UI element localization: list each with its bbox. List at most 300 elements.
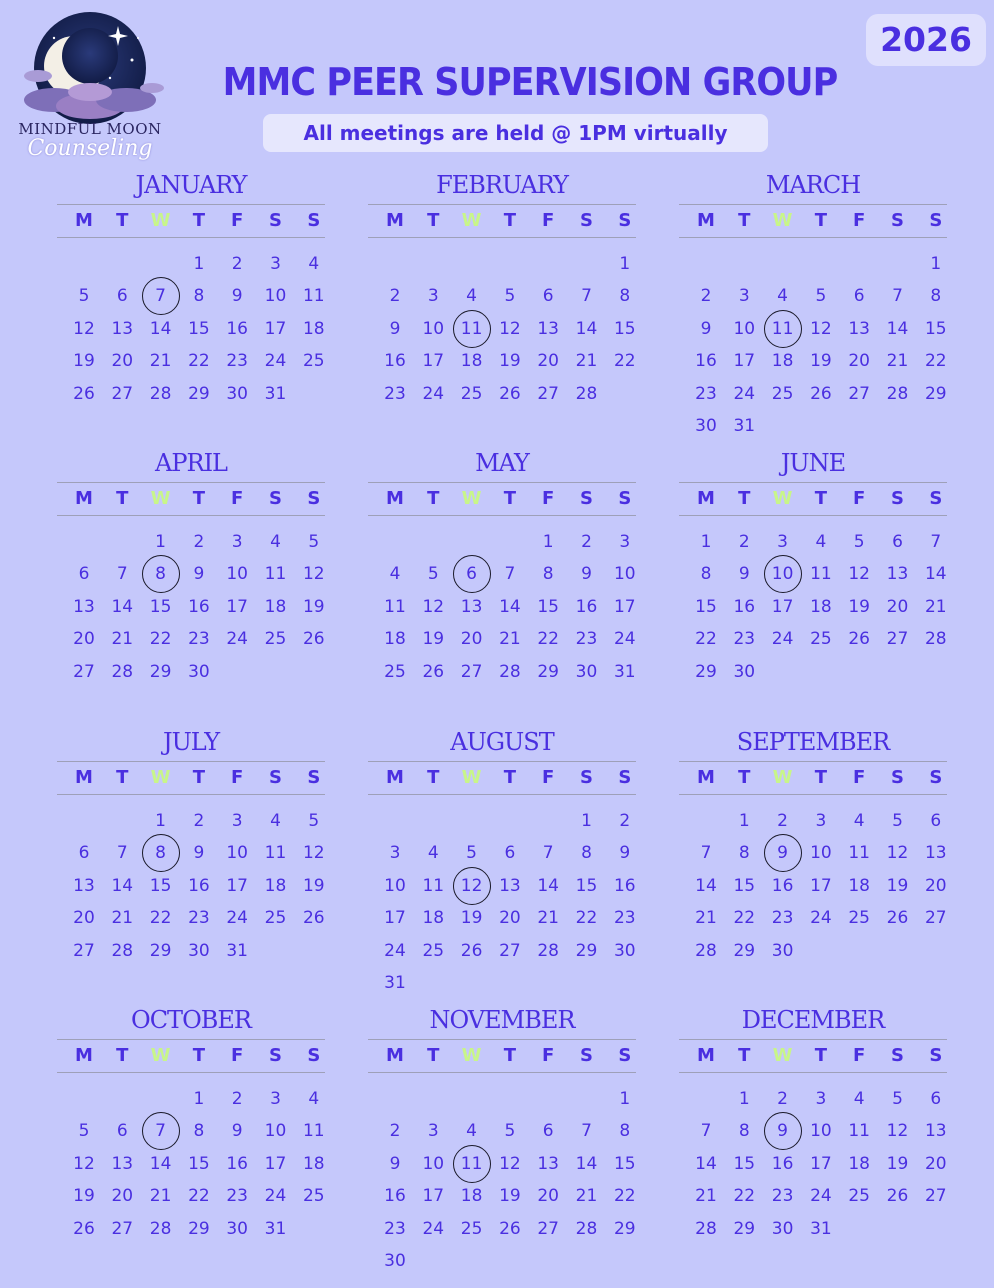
calendar-day: 21 [695,908,717,929]
calendar-day: 14 [575,318,598,339]
calendar-day: 14 [924,564,947,585]
calendar-day: 18 [384,629,406,650]
weekday-label: W [150,210,171,231]
calendar-day: 23 [613,908,636,929]
calendar-day: 12 [848,564,870,585]
calendar-day: 1 [700,532,712,552]
month-name: JANUARY [135,171,247,199]
calendar-day: 27 [924,908,947,929]
calendar-day: 1 [619,254,631,274]
calendar-day: 15 [613,318,636,339]
calendar-day: 23 [188,908,210,929]
calendar-day: 20 [886,596,909,617]
calendar-day: 21 [537,908,559,929]
weekday-label: S [269,210,282,231]
calendar-day: 4 [308,254,320,274]
calendar-day: 7 [700,1121,712,1142]
calendar-day: 23 [695,383,717,404]
weekday-label: T [738,488,751,509]
calendar-day: 17 [264,1153,287,1174]
calendar-day: 26 [73,1218,95,1239]
weekday-label: T [116,1045,129,1066]
calendar-day: 14 [695,875,717,896]
calendar-day: 18 [264,596,287,617]
weekday-label: F [853,488,866,509]
calendar-day: 23 [188,629,210,650]
calendar-day: 3 [231,532,243,552]
calendar-day: 25 [264,629,287,650]
calendar-day: 17 [422,1186,445,1207]
calendar-day: 29 [924,383,947,404]
calendar-day: 1 [155,811,166,831]
calendar-day: 6 [930,1089,942,1109]
calendar-day: 4 [815,532,827,552]
calendar-day: 4 [389,564,401,585]
calendar-day: 3 [815,1089,827,1109]
weekday-label: T [192,488,206,509]
calendar-day: 4 [270,811,281,831]
weekday-label: T [503,210,517,231]
calendar-day: 21 [924,596,947,617]
calendar-day: 3 [389,843,401,864]
calendar-day: 24 [226,908,248,929]
calendar-day: 2 [389,286,401,307]
calendar-day: 1 [619,1089,631,1109]
year-badge: 2026 [866,14,986,66]
weekday-label: M [697,488,715,509]
calendar-day: 7 [581,286,592,307]
calendar-day: 19 [460,908,483,929]
calendar-day: 17 [226,596,248,617]
calendar-day: 1 [155,532,166,552]
calendar-day: 28 [537,940,559,961]
weekday-label: T [116,210,129,231]
calendar-day: 23 [733,629,756,650]
calendar-day: 29 [575,940,598,961]
calendar-day: 9 [389,1153,401,1174]
calendar-day: 20 [111,351,134,372]
calendar-day: 23 [771,1186,794,1207]
calendar-day: 4 [466,286,477,307]
calendar-day: 5 [853,532,865,552]
weekday-label: W [461,1045,482,1066]
moon-logo-icon [14,8,166,128]
calendar-day: 26 [499,383,521,404]
calendar-day: 10 [226,564,248,585]
calendar-day: 27 [73,940,95,961]
calendar-day: 24 [422,1218,445,1239]
month-name: SEPTEMBER [736,728,890,756]
calendar-day: 18 [264,875,287,896]
weekday-label: T [192,767,206,788]
weekday-label: S [307,767,321,788]
calendar-day: 22 [188,1186,210,1207]
calendar-day: 3 [270,1089,281,1109]
calendar-day: 18 [848,875,870,896]
calendar-day: 15 [733,1153,756,1174]
calendar-day: 18 [848,1153,870,1174]
month-name: MARCH [765,171,861,199]
month-name: JUNE [780,449,846,477]
weekday-label: W [150,488,171,509]
calendar-day: 18 [422,908,445,929]
calendar-day: 20 [460,629,483,650]
weekday-header [368,204,636,238]
calendar-day: 9 [193,843,205,864]
month-name: OCTOBER [131,1006,251,1034]
calendar-day: 28 [499,661,521,682]
weekday-label: S [580,767,593,788]
weekday-label: W [772,488,793,509]
meeting-day: 9 [777,843,788,864]
calendar-day: 6 [504,843,516,864]
weekday-label: S [580,1045,593,1066]
weekday-header [679,1039,947,1073]
meeting-note: All meetings are held @ 1PM virtually [263,114,768,152]
calendar-day: 5 [892,1089,903,1109]
weekday-label: S [580,210,593,231]
weekday-label: F [231,1045,244,1066]
weekday-label: W [461,767,482,788]
calendar-day: 15 [149,875,172,896]
calendar-day: 17 [384,908,406,929]
calendar-day: 5 [504,286,516,307]
calendar-day: 21 [111,908,134,929]
calendar-day: 5 [78,1121,90,1142]
weekday-label: T [192,1045,206,1066]
calendar-day: 25 [460,383,483,404]
calendar-day: 2 [581,532,592,552]
calendar-day: 18 [302,318,325,339]
calendar-day: 16 [384,351,406,372]
calendar-day: 14 [886,318,909,339]
meeting-day: 8 [155,843,166,864]
weekday-label: S [929,488,943,509]
calendar-day: 22 [149,629,172,650]
calendar-day: 28 [886,383,909,404]
month-name: FEBRUARY [436,171,568,199]
weekday-label: S [891,210,904,231]
weekday-label: F [231,767,244,788]
calendar-day: 5 [78,286,90,307]
weekday-label: S [618,1045,632,1066]
weekday-label: T [427,210,440,231]
calendar-day: 9 [193,564,205,585]
calendar-day: 27 [73,661,95,682]
weekday-label: T [503,1045,517,1066]
calendar-day: 25 [384,661,406,682]
calendar-day: 20 [537,351,559,372]
logo-subtitle: Counseling [27,136,153,161]
calendar-day: 25 [848,1186,870,1207]
calendar-day: 23 [771,908,794,929]
calendar-day: 15 [537,596,559,617]
weekday-label: T [814,210,828,231]
weekday-header [679,482,947,516]
weekday-label: F [542,488,555,509]
calendar-day: 5 [892,811,903,831]
calendar-day: 20 [73,629,95,650]
calendar-day: 6 [116,1121,128,1142]
weekday-label: T [427,1045,440,1066]
weekday-label: W [150,1045,171,1066]
month-name: AUGUST [450,728,554,756]
calendar-day: 14 [149,318,172,339]
calendar-day: 20 [848,351,870,372]
weekday-label: T [738,210,751,231]
calendar-day: 28 [695,940,717,961]
weekday-label: S [891,488,904,509]
calendar-day: 15 [733,875,756,896]
weekday-label: F [231,210,244,231]
weekday-label: T [814,1045,828,1066]
calendar-day: 30 [771,1218,794,1239]
calendar-day: 28 [149,383,172,404]
calendar-day: 13 [111,318,134,339]
calendar-day: 28 [575,383,598,404]
calendar-day: 17 [733,351,756,372]
calendar-day: 19 [886,875,909,896]
calendar-day: 12 [302,564,325,585]
calendar-day: 6 [853,286,865,307]
calendar-day: 26 [73,383,95,404]
calendar-day: 14 [149,1153,172,1174]
calendar-day: 15 [924,318,947,339]
calendar-day: 8 [581,843,592,864]
weekday-header [679,761,947,795]
calendar-day: 16 [384,1186,406,1207]
calendar-day: 26 [302,908,325,929]
calendar-day: 24 [733,383,756,404]
calendar-day: 8 [930,286,942,307]
calendar-day: 5 [504,1121,516,1142]
calendar-day: 13 [924,843,947,864]
calendar-day: 27 [886,629,909,650]
calendar-day: 31 [264,1218,287,1239]
calendar-day: 2 [777,811,788,831]
weekday-label: S [269,1045,282,1066]
calendar-day: 25 [264,908,287,929]
calendar-day: 14 [111,875,134,896]
calendar-day: 17 [771,596,794,617]
calendar-day: 7 [581,1121,592,1142]
calendar-day: 20 [499,908,521,929]
calendar-day: 6 [542,1121,554,1142]
calendar-day: 3 [619,532,631,552]
weekday-label: F [853,1045,866,1066]
calendar-day: 31 [226,940,248,961]
meeting-day: 10 [771,564,794,585]
weekday-label: M [75,210,93,231]
weekday-label: S [269,767,282,788]
calendar-day: 10 [264,1121,287,1142]
calendar-day: 22 [733,1186,756,1207]
calendar-day: 11 [302,1121,325,1142]
calendar-day: 4 [777,286,788,307]
calendar-day: 25 [810,629,832,650]
weekday-label: T [427,767,440,788]
calendar-day: 11 [264,564,287,585]
calendar-day: 11 [810,564,832,585]
calendar-day: 30 [733,661,756,682]
calendar-day: 6 [892,532,903,552]
calendar-day: 9 [619,843,631,864]
calendar-day: 1 [930,254,942,274]
calendar-day: 23 [575,629,598,650]
calendar-day: 14 [111,596,134,617]
calendar-day: 19 [848,596,870,617]
calendar-day: 17 [264,318,287,339]
calendar-day: 30 [575,661,598,682]
calendar-day: 2 [700,286,712,307]
calendar-day: 22 [575,908,598,929]
weekday-label: W [461,210,482,231]
calendar-day: 31 [613,661,636,682]
calendar-day: 12 [810,318,832,339]
weekday-header [57,1039,325,1073]
weekday-label: W [772,1045,793,1066]
calendar-day: 9 [231,286,243,307]
weekday-label: S [618,210,632,231]
meeting-day: 7 [155,1121,166,1142]
calendar-day: 8 [738,1121,750,1142]
calendar-day: 24 [384,940,406,961]
weekday-label: S [891,1045,904,1066]
weekday-header [57,761,325,795]
calendar-day: 15 [188,318,210,339]
weekday-label: T [814,488,828,509]
calendar-day: 13 [73,875,95,896]
calendar-day: 13 [460,596,483,617]
calendar-day: 19 [73,1186,95,1207]
calendar-day: 27 [460,661,483,682]
calendar-day: 17 [613,596,636,617]
calendar-day: 30 [226,383,248,404]
calendar-day: 12 [886,843,909,864]
weekday-label: M [697,210,715,231]
calendar-day: 31 [810,1218,832,1239]
calendar-day: 2 [619,811,631,831]
calendar-day: 10 [733,318,756,339]
calendar-day: 4 [427,843,439,864]
calendar-day: 24 [226,629,248,650]
weekday-label: T [427,488,440,509]
calendar-day: 16 [226,1153,248,1174]
weekday-label: S [929,767,943,788]
calendar-day: 8 [738,843,750,864]
calendar-day: 6 [930,811,942,831]
month-name: APRIL [155,449,227,477]
weekday-label: T [192,210,206,231]
weekday-label: M [386,767,404,788]
calendar-day: 11 [422,875,445,896]
calendar-day: 29 [733,940,756,961]
calendar-day: 7 [700,843,712,864]
meeting-day: 12 [460,875,483,896]
weekday-label: S [269,488,282,509]
weekday-label: S [580,488,593,509]
calendar-day: 27 [111,1218,134,1239]
weekday-label: S [307,210,321,231]
weekday-label: T [116,488,129,509]
weekday-label: W [150,767,171,788]
calendar-day: 7 [930,532,942,552]
calendar-day: 9 [700,318,712,339]
calendar-day: 8 [619,286,631,307]
calendar-day: 10 [226,843,248,864]
calendar-day: 10 [384,875,406,896]
weekday-label: S [929,210,943,231]
calendar-day: 10 [422,1153,445,1174]
calendar-day: 25 [302,1186,325,1207]
weekday-label: W [772,767,793,788]
calendar-day: 29 [695,661,717,682]
calendar-day: 24 [810,1186,832,1207]
calendar-day: 4 [270,532,281,552]
calendar-day: 14 [537,875,559,896]
calendar-day: 16 [771,1153,794,1174]
calendar-day: 21 [575,1186,598,1207]
calendar-day: 1 [193,1089,205,1109]
weekday-label: F [542,210,555,231]
calendar-day: 26 [886,908,909,929]
calendar-day: 30 [188,940,210,961]
calendar-day: 5 [427,564,439,585]
calendar-day: 17 [810,1153,832,1174]
calendar-day: 22 [188,351,210,372]
calendar-day: 3 [738,286,750,307]
calendar-day: 13 [111,1153,134,1174]
calendar-day: 12 [886,1121,909,1142]
calendar-day: 10 [810,1121,832,1142]
calendar-day: 24 [264,1186,287,1207]
weekday-label: T [503,488,517,509]
weekday-label: F [853,210,866,231]
calendar-day: 2 [738,532,750,552]
calendar-day: 22 [695,629,717,650]
weekday-label: M [75,767,93,788]
calendar-day: 13 [924,1121,947,1142]
calendar-day: 24 [810,908,832,929]
calendar-day: 28 [111,661,134,682]
calendar-day: 8 [542,564,554,585]
calendar-day: 9 [231,1121,243,1142]
calendar-day: 30 [384,1251,406,1271]
calendar-day: 11 [384,596,406,617]
calendar-day: 25 [460,1218,483,1239]
calendar-day: 3 [427,286,439,307]
calendar-day: 11 [848,1121,870,1142]
calendar-day: 27 [111,383,134,404]
calendar-day: 24 [613,629,636,650]
calendar-day: 20 [924,1153,947,1174]
calendar-day: 13 [537,318,559,339]
meeting-day: 11 [771,318,794,339]
calendar-day: 23 [226,1186,248,1207]
calendar-day: 28 [924,629,947,650]
calendar-day: 4 [853,811,865,831]
calendar-day: 17 [226,875,248,896]
weekday-label: M [697,767,715,788]
calendar-day: 7 [504,564,516,585]
calendar-day: 30 [226,1218,248,1239]
calendar-day: 6 [78,843,90,864]
calendar-day: 27 [848,383,870,404]
calendar-day: 13 [499,875,521,896]
calendar-day: 19 [810,351,832,372]
meeting-day: 9 [777,1121,788,1142]
calendar-day: 5 [815,286,827,307]
